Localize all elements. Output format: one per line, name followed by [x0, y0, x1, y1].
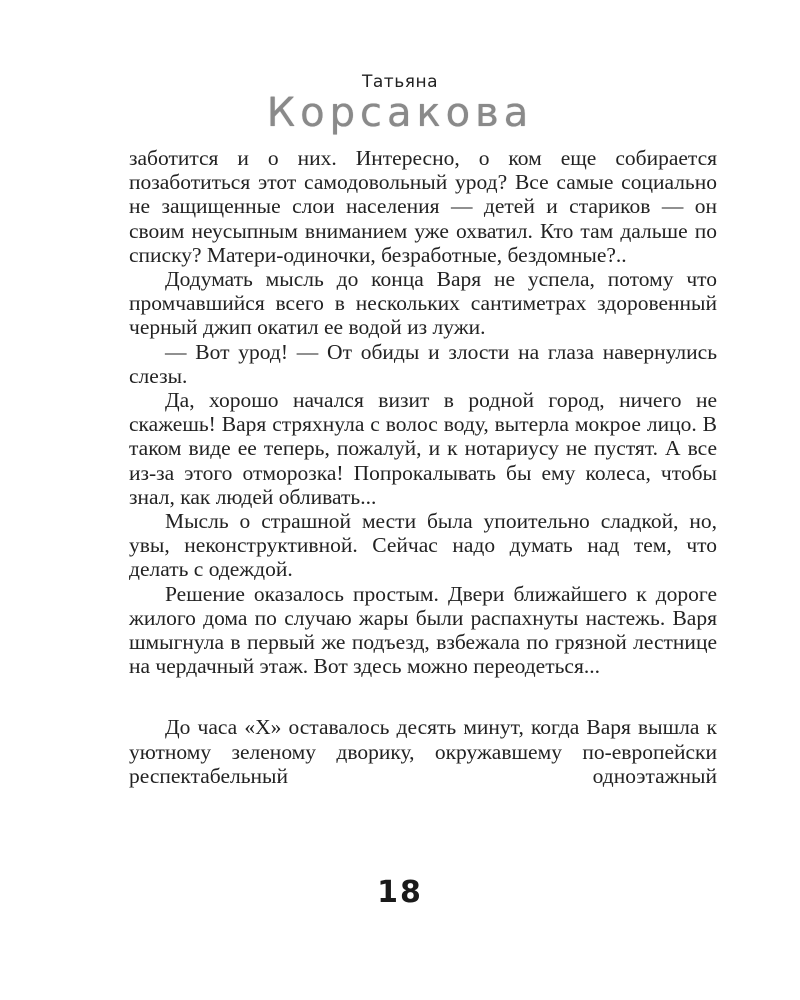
paragraph: Мысль о страшной мести была упоительно сладкой, но, увы, неконструктивной. Сейчас надо думать над тем, что делать с одеждой.	[129, 509, 717, 582]
paragraph: До часа «Х» оставалось десять минут, когда Варя вышла к уютному зеленому дворику, окружавшему по-европейски респектабельный одноэтажный	[129, 715, 717, 788]
paragraph: Решение оказалось простым. Двери ближайшего к дороге жилого дома по случаю жары были распахнуты настежь. Варя шмыгнула в первый же подъезд, взбежала по грязной лестнице на чердачный этаж. Вот здесь можно переодеться...	[129, 581, 717, 679]
body-text	[129, 146, 717, 788]
paragraph: заботится и о них. Интересно, о ком еще собирается позаботиться этот самодовольный урод? Все самые социально не защищенные слои населения — детей и стариков — он своим неусыпным вниманием уже охватил. Кто там дальше по списку? Матери-одиночки, безработные, бездомные?..	[129, 146, 717, 267]
paragraph: Додумать мысль до конца Варя не успела, потому что промчавшийся всего в нескольких сантиметрах здоровенный черный джип окатил ее водой из лужи.	[129, 267, 717, 340]
author-first-name: Татьяна	[362, 72, 438, 92]
author-last-name: Корсакова	[266, 90, 534, 136]
running-header	[0, 72, 800, 134]
paragraph: Да, хорошо начался визит в родной город, ничего не скажешь! Варя стряхнула с волос воду, вытерла мокрое лицо. В таком виде ее теперь, пожалуй, и к нотариусу не пустят. А все из-за этого отморозка! Попрокалывать бы ему колеса, чтобы знал, как людей обливать...	[129, 388, 717, 509]
page-number: 18	[377, 875, 423, 910]
paragraph: — Вот урод! — От обиды и злости на глаза навернулись слезы.	[129, 339, 717, 388]
